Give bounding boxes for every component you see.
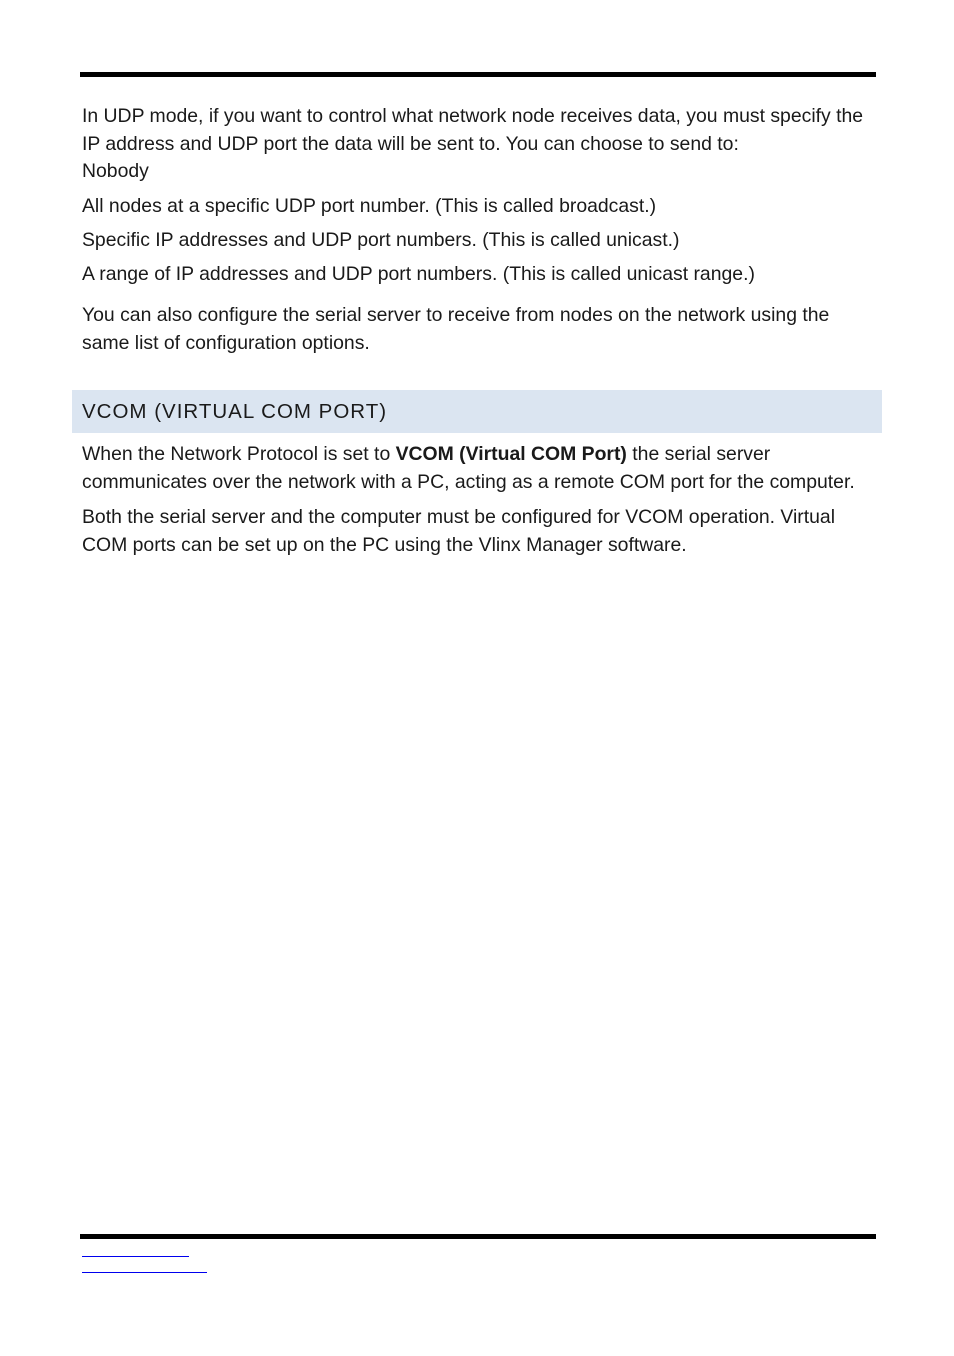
option-unicast: Specific IP addresses and UDP port numbers. (This is called unicast.) — [82, 228, 680, 251]
vcom-paragraph-1 — [82, 441, 872, 496]
option-nobody: Nobody — [82, 160, 149, 183]
footer-link-underline[interactable] — [82, 1272, 207, 1273]
vcom-section-heading: VCOM (VIRTUAL COM PORT) — [72, 390, 882, 433]
header-rule — [80, 72, 876, 77]
vcom-section — [82, 441, 872, 559]
option-unicast-range: A range of IP addresses and UDP port numbers. (This is called unicast range.) — [82, 263, 755, 286]
footer-link-underline[interactable] — [82, 1256, 189, 1257]
option-broadcast: All nodes at a specific UDP port number. (This is called broadcast.) — [82, 194, 657, 217]
vcom-p1-after: the serial server communicates over the network with a PC, acting as a remote COM port for the computer. — [82, 443, 855, 493]
intro-paragraph: In UDP mode, if you want to control what network node receives data, you must specify the IP address and UDP port the data will be sent to. You can choose to send to: — [82, 105, 864, 155]
vcom-p1-bold: VCOM (Virtual COM Port) — [395, 443, 627, 465]
receive-note: You can also configure the serial server to receive from nodes on the network using the same list of configuration options. — [82, 303, 830, 354]
vcom-paragraph-2: Both the serial server and the computer must be configured for VCOM operation. Virtual COM ports can be set up on the PC using the Vlinx Manager software. — [82, 506, 836, 556]
udp-section — [82, 103, 872, 357]
footer-rule — [80, 1234, 876, 1239]
vcom-p1-before: When the Network Protocol is set to — [82, 443, 396, 465]
